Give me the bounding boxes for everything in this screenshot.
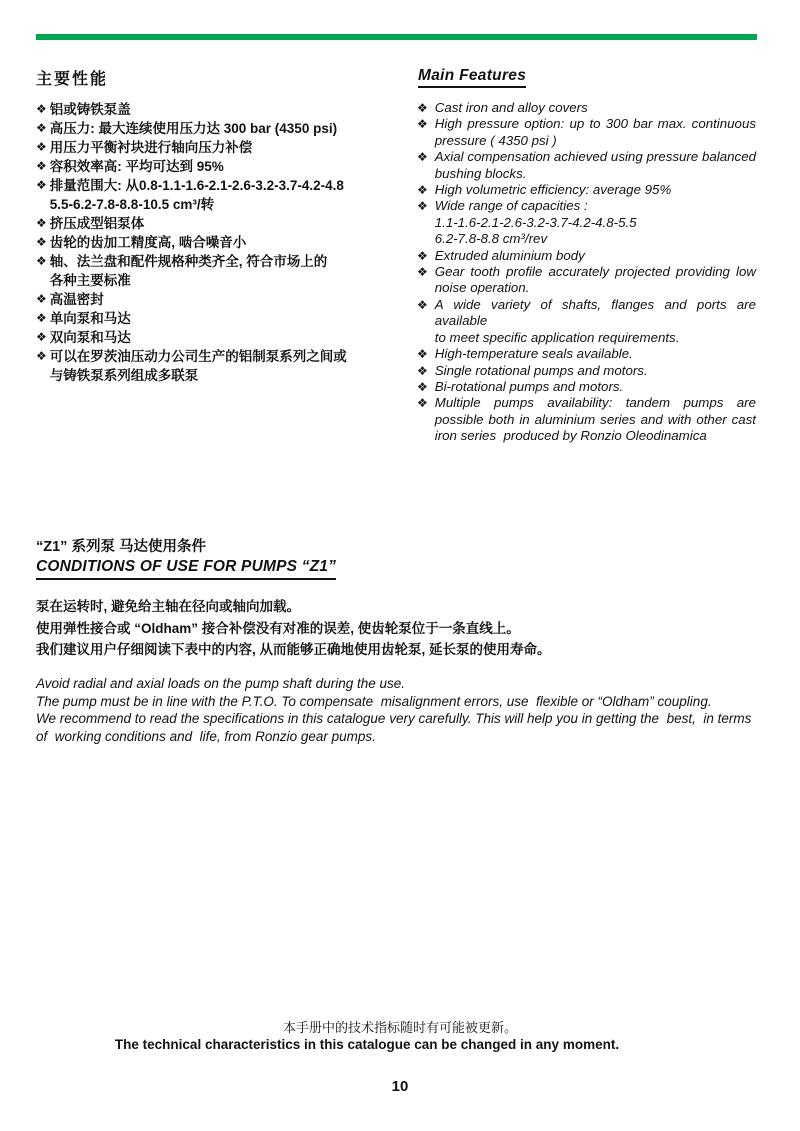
features-title-en: Main Features [418, 67, 526, 88]
feature-text: 齿轮的齿加工精度高, 啮合噪音小 [49, 235, 247, 250]
feature-text: 排量范围大: 从0.8-1.1-1.6-2.1-2.6-3.2-3.7-4.2-4.8 5.5-6.2-7.8-8.8-10.5 cm³/转 [49, 178, 344, 212]
feature-text: High-temperature seals available. [434, 346, 633, 362]
feature-item [417, 100, 756, 116]
footer-note-zh: 本手册中的技术指标随时有可能被更新。 [282, 1020, 517, 1035]
paragraph-line: The pump must be in line with the P.T.O. To compensate misalignment errors, use flexible or “Oldham” coupling. [36, 693, 712, 709]
paragraph-line: 泵在运转时, 避免给主轴在径向或轴向加载。 [36, 599, 301, 614]
diamond-bullet-icon: ❖ [36, 159, 47, 173]
diamond-bullet-icon: ❖ [36, 102, 47, 116]
feature-text: Cast iron and alloy covers [434, 100, 588, 115]
feature-item [36, 233, 408, 252]
diamond-bullet-icon: ❖ [417, 199, 428, 214]
feature-text: Wide range of capacities : 1.1-1.6-2.1-2.6-3.2-3.7-4.2-4.8-5.5 6.2-7.8-8.8 cm³/rev [434, 198, 637, 247]
feature-text: 双向泵和马达 [49, 330, 131, 345]
feature-text: 可以在罗茨油压动力公司生产的铝制泵系列之间或 与铸铁泵系列组成多联泵 [49, 349, 347, 383]
feature-text: 铝或铸铁泵盖 [49, 102, 131, 117]
feature-item [36, 309, 408, 328]
feature-text: 轴、法兰盘和配件规格种类齐全, 符合市场上的 各种主要标准 [49, 254, 328, 288]
diamond-bullet-icon: ❖ [417, 265, 428, 280]
diamond-bullet-icon: ❖ [417, 396, 428, 411]
feature-text: 用压力平衡衬块进行轴向压力补偿 [49, 140, 253, 155]
feature-item [417, 182, 756, 198]
diamond-bullet-icon: ❖ [36, 178, 47, 192]
conditions-title-en: CONDITIONS OF USE FOR PUMPS “Z1” [36, 558, 336, 580]
feature-item [417, 363, 756, 379]
paragraph-line: of working conditions and life, from Ronzio gear pumps. [36, 728, 376, 744]
diamond-bullet-icon: ❖ [36, 349, 47, 363]
feature-item [36, 157, 408, 176]
features-title-zh: 主要性能 [36, 71, 109, 88]
diamond-bullet-icon: ❖ [417, 347, 428, 362]
feature-item [36, 290, 408, 309]
feature-text: High volumetric efficiency: average 95% [434, 182, 672, 198]
paragraph-line: 使用弹性接合或 “Oldham” 接合补偿没有对准的误差, 使齿轮泵位于一条直线上。 [36, 620, 520, 636]
conditions-paragraph-en [36, 675, 784, 745]
feature-item [36, 119, 408, 138]
conditions-title-zh: “Z1” 系列泵 马达使用条件 [36, 539, 206, 555]
diamond-bullet-icon: ❖ [417, 117, 428, 132]
feature-text: 单向泵和马达 [49, 311, 131, 326]
feature-item [36, 328, 408, 347]
page-number: 10 [391, 1078, 409, 1095]
feature-text: High pressure option: up to 300 bar max. continuous pressure ( 4350 psi ) [434, 116, 756, 148]
feature-text: Axial compensation achieved using pressure balanced bushing blocks. [434, 149, 756, 181]
diamond-bullet-icon: ❖ [417, 101, 428, 115]
diamond-bullet-icon: ❖ [417, 363, 428, 378]
diamond-bullet-icon: ❖ [36, 140, 47, 154]
paragraph-line: 我们建议用户仔细阅读下表中的内容, 从而能够正确地使用齿轮泵, 延长泵的使用寿命。 [36, 642, 551, 657]
feature-text: 高压力: 最大连续使用压力达 300 bar (4350 psi) [49, 121, 338, 136]
diamond-bullet-icon: ❖ [417, 248, 428, 263]
feature-text: 挤压成型铝泵体 [49, 216, 145, 231]
features-list-en [417, 100, 756, 445]
paragraph-line: Avoid radial and axial loads on the pump shaft during the use. [36, 676, 405, 691]
feature-text: Single rotational pumps and motors. [434, 362, 648, 378]
feature-item [417, 264, 756, 297]
feature-item [417, 379, 756, 395]
paragraph-line: We recommend to read the specifications in this catalogue very carefully. This will help you in getting the best, in terms [36, 711, 752, 727]
feature-text: 高温密封 [49, 292, 104, 307]
feature-item [417, 395, 756, 444]
feature-item [36, 347, 408, 385]
feature-item [36, 214, 408, 233]
feature-text: Gear tooth profile accurately projected providing low noise operation. [434, 264, 756, 296]
diamond-bullet-icon: ❖ [36, 292, 47, 306]
feature-text: Multiple pumps availability: tandem pumps are possible both in aluminium series and with other cast iron series produced by Ronzio Oleodinamica [434, 395, 756, 444]
feature-item [417, 149, 756, 182]
top-divider-bar [36, 34, 757, 40]
diamond-bullet-icon: ❖ [36, 311, 47, 325]
footer-note-en: The technical characteristics in this catalogue can be changed in any moment. [114, 1037, 620, 1052]
feature-item [36, 138, 408, 157]
diamond-bullet-icon: ❖ [36, 216, 47, 230]
feature-item [36, 176, 408, 214]
feature-item [417, 297, 756, 346]
diamond-bullet-icon: ❖ [417, 150, 428, 165]
feature-item [417, 116, 756, 149]
feature-item [417, 198, 756, 247]
conditions-paragraph-zh [36, 596, 776, 661]
diamond-bullet-icon: ❖ [417, 297, 428, 312]
features-list-zh [36, 100, 408, 385]
feature-item [417, 346, 756, 362]
diamond-bullet-icon: ❖ [417, 183, 428, 198]
feature-item [417, 248, 756, 264]
feature-item [36, 252, 408, 290]
diamond-bullet-icon: ❖ [36, 235, 47, 249]
feature-item [36, 100, 408, 119]
feature-text: Extruded aluminium body [434, 247, 585, 263]
feature-text: 容积效率高: 平均可达到 95% [49, 159, 224, 174]
diamond-bullet-icon: ❖ [36, 121, 47, 135]
diamond-bullet-icon: ❖ [36, 254, 47, 268]
diamond-bullet-icon: ❖ [417, 379, 428, 394]
diamond-bullet-icon: ❖ [36, 330, 47, 344]
feature-text: A wide variety of shafts, flanges and ports are available to meet specific application requirements. [434, 296, 756, 345]
feature-text: Bi-rotational pumps and motors. [434, 378, 624, 394]
